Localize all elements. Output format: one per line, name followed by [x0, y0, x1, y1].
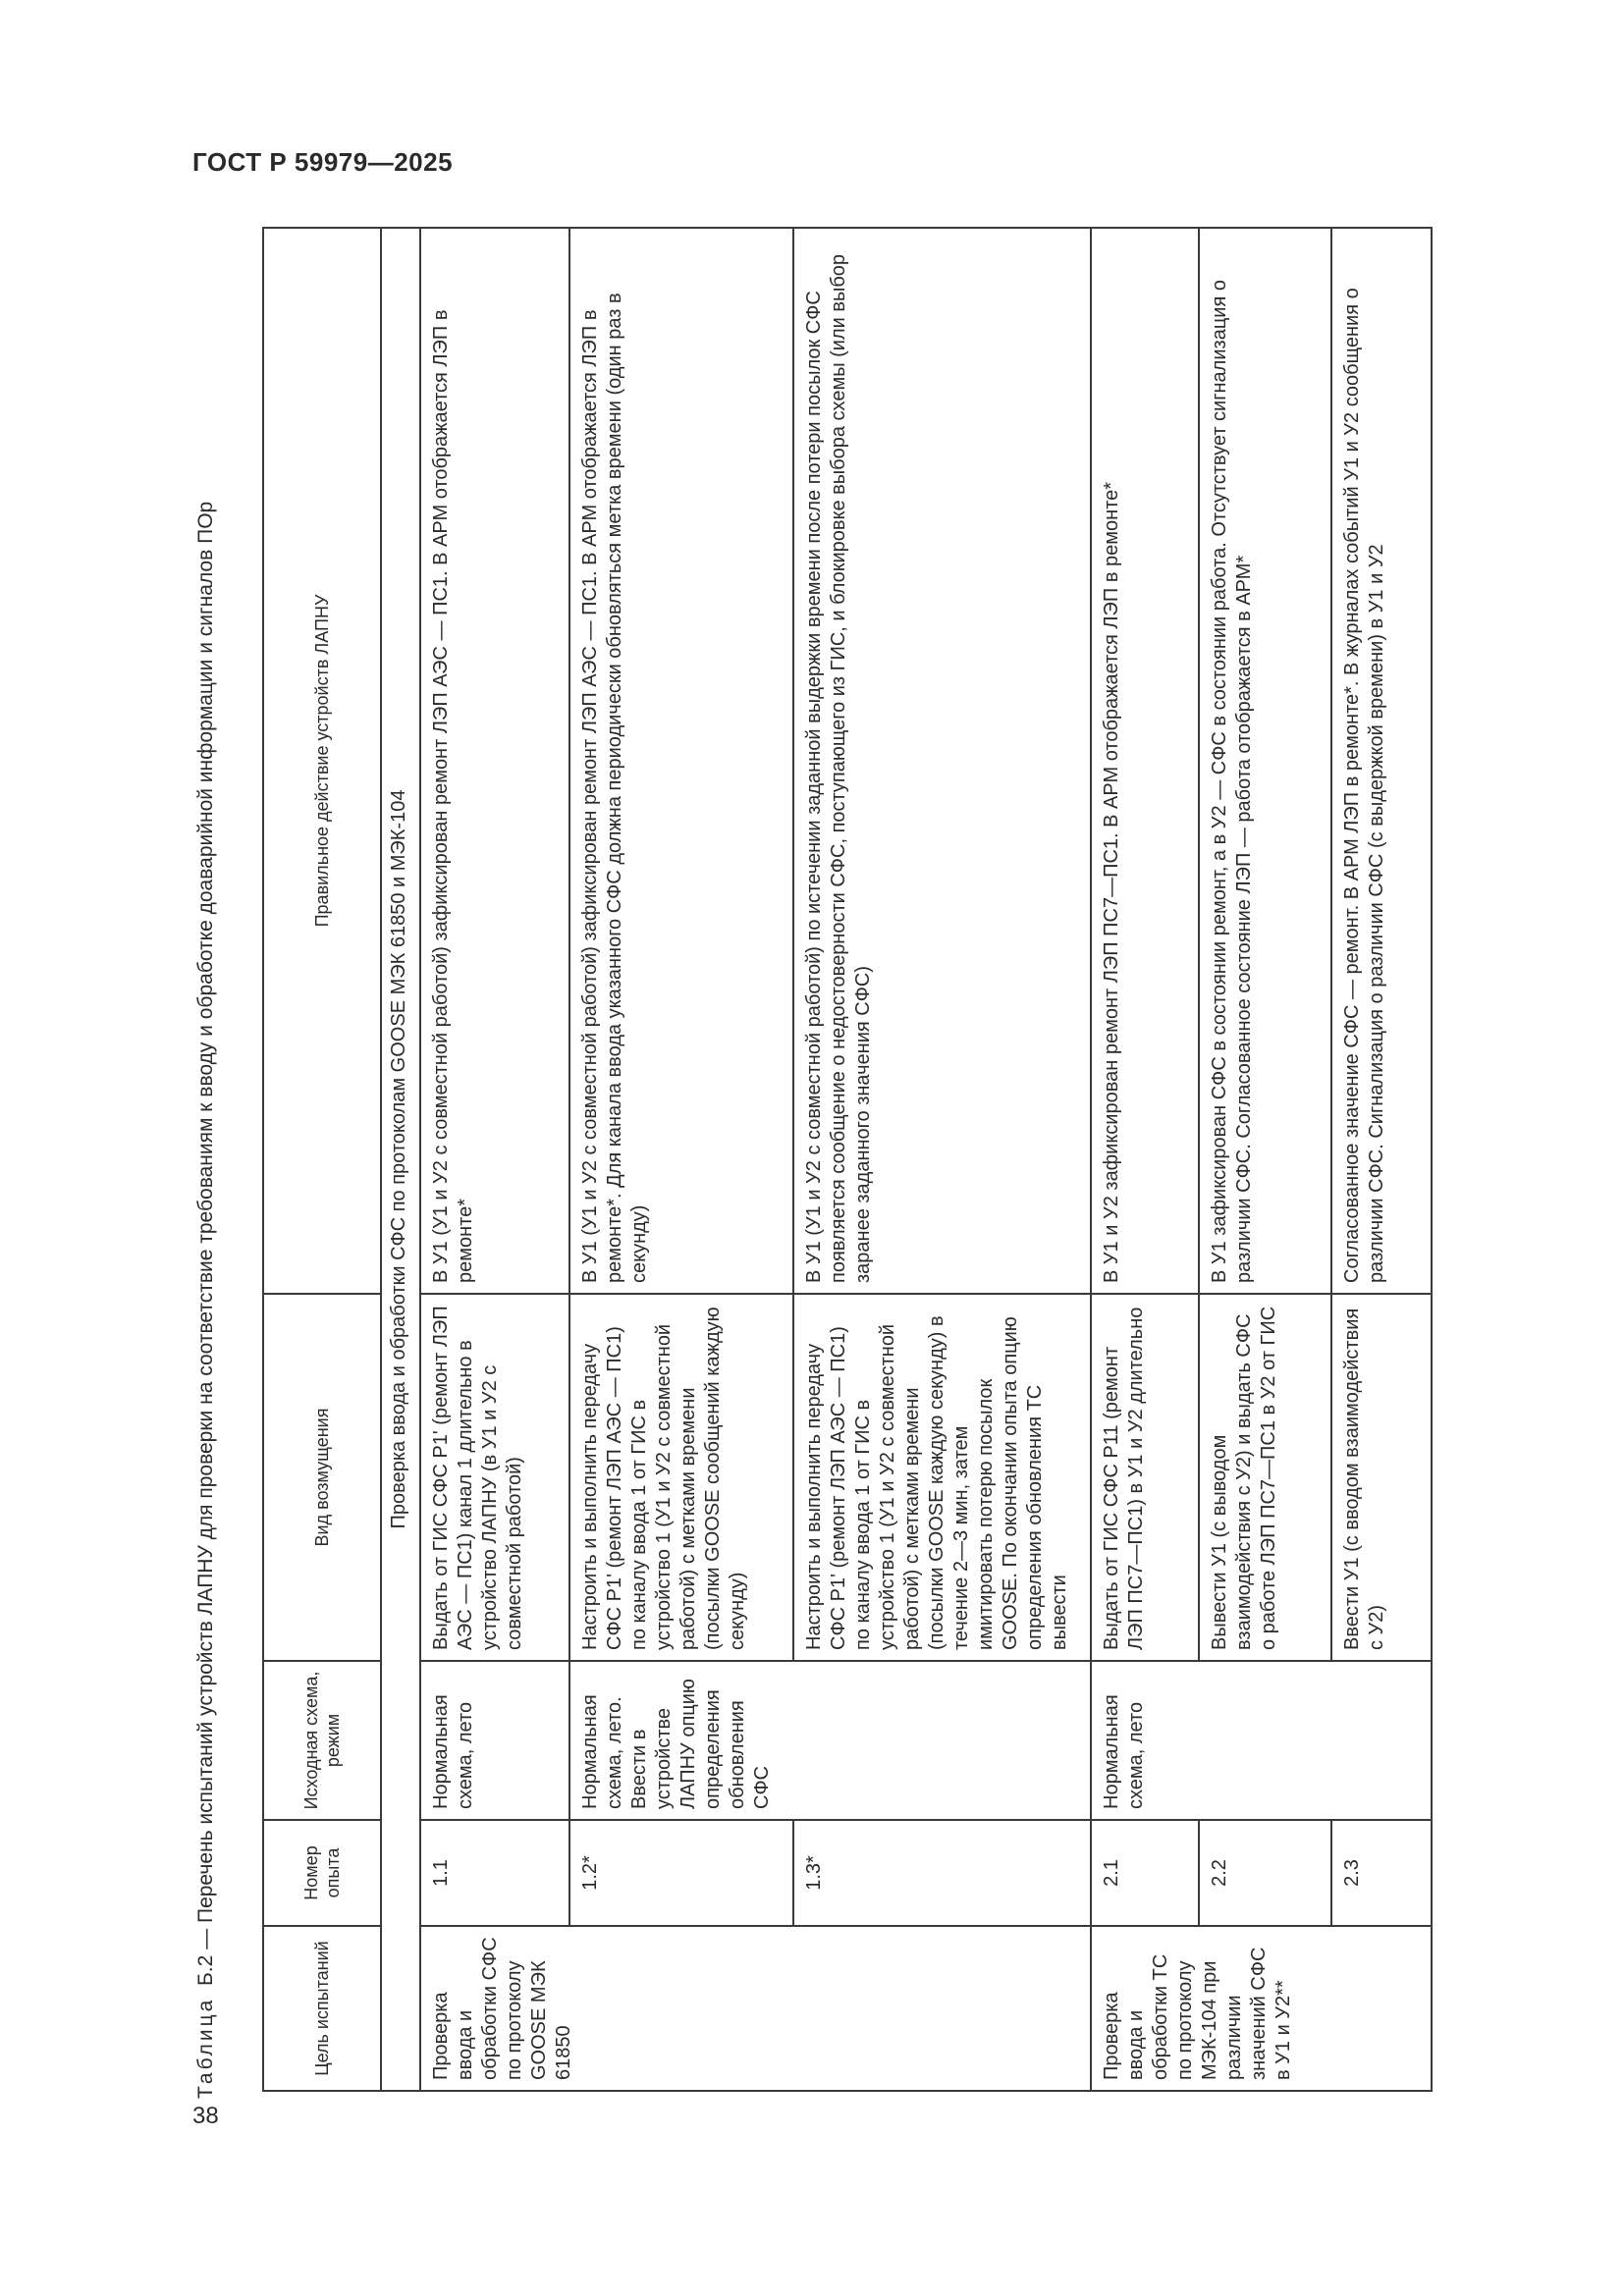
section-title: Проверка ввода и обработки СФС по протоколам GOOSE МЭК 61850 и МЭК-104 [381, 228, 420, 2091]
header-action: Правильное действие устройств ЛАПНУ [263, 228, 381, 1294]
table-row [420, 228, 569, 2091]
disturbance-cell: Настроить и выполнить передачу СФС Р1' (ремонт ЛЭП АЭС — ПС1) по каналу ввода 1 от ГИС в устройство 1 (У1 и У2 с совместной работой) с метками времени (посылки GOOSE каждую секунду) в течение 2—3 мин, затем имитировать потерю посылок GOOSE. По окончании опыта опцию определения обновления ТС вывести [793, 1294, 1091, 1661]
rotated-table-container [262, 229, 1433, 2092]
table-header-row [263, 228, 381, 2091]
goal-cell: Проверка ввода и обработки ТС по протоколу МЭК-104 при различии значений СФС в У1 и У2** [1091, 1926, 1432, 2091]
action-cell: В У1 и У2 зафиксирован ремонт ЛЭП ПС7—ПС1. В АРМ отображается ЛЭП в ремонте* [1091, 228, 1199, 1294]
number-cell: 2.1 [1091, 1820, 1199, 1926]
header-disturbance: Вид возмущения [263, 1294, 381, 1661]
disturbance-cell: Вывести У1 (с выводом взаимодействия с У2) и выдать СФС о работе ЛЭП ПС7—ПС1 в У2 от ГИС [1199, 1294, 1331, 1661]
action-cell: В У1 (У1 и У2 с совместной работой) по истечении заданной выдержки времени после потери посылок СФС появляется сообщение о недостоверности СФС, поступающего из ГИС, и блокировке выбора схемы (или выбор заранее заданного значения СФС) [793, 228, 1091, 1294]
scheme-cell: Нормальная схема, лето [1091, 1661, 1432, 1820]
number-cell: 1.1 [420, 1820, 569, 1926]
number-cell: 1.3* [793, 1820, 1091, 1926]
section-row [381, 228, 420, 2091]
disturbance-cell: Ввести У1 (с вводом взаимодействия с У2) [1331, 1294, 1432, 1661]
document-code: ГОСТ Р 59979—2025 [192, 147, 454, 177]
test-table [262, 227, 1433, 2092]
disturbance-cell: Выдать от ГИС СФС Р1' (ремонт ЛЭП АЭС — ПС1) канал 1 длительно в устройство ЛАПНУ (в У1 и У2 с совместной работой) [420, 1294, 569, 1661]
scheme-cell: Нормальная схема, лето. Ввести в устройстве ЛАПНУ опцию определения обновления СФС [569, 1661, 1091, 1820]
header-number: Номер опыта [263, 1820, 381, 1926]
action-cell: В У1 (У1 и У2 с совместной работой) зафиксирован ремонт ЛЭП АЭС — ПС1. В АРМ отображается ЛЭП в ремонте*. Для канала ввода указанного СФС должна периодически обновляться метка времени (один раз в секунду) [569, 228, 793, 1294]
scheme-cell: Нормальная схема, лето [420, 1661, 569, 1820]
action-cell: Согласованное значение СФС — ремонт. В АРМ ЛЭП в ремонте*. В журналах событий У1 и У2 сообщения о различии СФС. Сигнализация о различии СФС (с выдержкой времени) в У1 и У2 [1331, 228, 1432, 1294]
action-cell: В У1 зафиксирован СФС в состоянии ремонт, а в У2 — СФС в состоянии работа. Отсутствует сигнализация о различии СФС. Согласованное состояние ЛЭП — работа отображается в АРМ* [1199, 228, 1331, 1294]
disturbance-cell: Настроить и выполнить передачу СФС Р1' (ремонт ЛЭП АЭС — ПС1) по каналу ввода 1 от ГИС в устройство 1 (У1 и У2 с совместной работой) с метками времени (посылки GOOSE сообщений каждую секунду) [569, 1294, 793, 1661]
disturbance-cell: Выдать от ГИС СФС Р11 (ремонт ЛЭП ПС7—ПС1) в У1 и У2 длительно [1091, 1294, 1199, 1661]
table-row [1091, 228, 1199, 2091]
caption-lead: Таблица [194, 1997, 217, 2099]
number-cell: 2.2 [1199, 1820, 1331, 1926]
number-cell: 1.2* [569, 1820, 793, 1926]
page-number: 38 [192, 2103, 219, 2129]
action-cell: В У1 (У1 и У2 с совместной работой) зафиксирован ремонт ЛЭП АЭС — ПС1. В АРМ отображается ЛЭП в ремонте* [420, 228, 569, 1294]
header-goal: Цель испытаний [263, 1926, 381, 2091]
header-scheme: Исходная схема, режим [263, 1661, 381, 1820]
caption-body: Б.2 — Перечень испытаний устройств ЛАПНУ для проверки на соответствие требованиям к вводу и обработке доаварийной информации и сигналов ПОр [194, 501, 217, 1986]
number-cell: 2.3 [1331, 1820, 1432, 1926]
table-row [569, 228, 793, 2091]
goal-cell: Проверка ввода и обработки СФС по протоколу GOOSE МЭК 61850 [420, 1926, 1091, 2091]
